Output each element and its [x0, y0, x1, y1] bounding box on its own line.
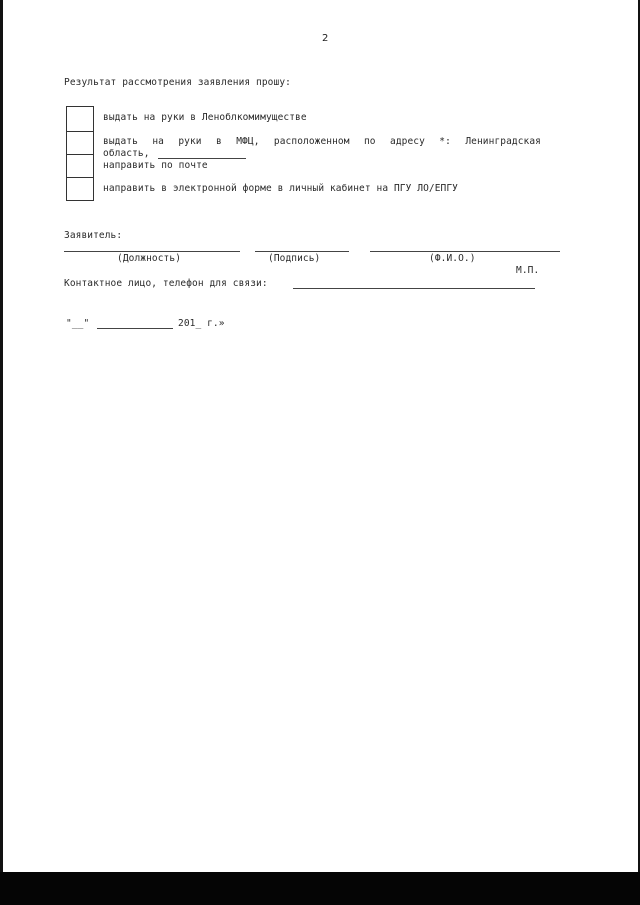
checkbox-option-2[interactable]: [66, 131, 94, 155]
date-day: "__": [66, 318, 90, 329]
option-1-text: выдать на руки в Леноблкомимуществе: [103, 112, 307, 123]
scan-edge-left: [0, 0, 3, 872]
caption-position: (Должность): [117, 253, 182, 264]
fio-line[interactable]: [370, 251, 560, 252]
date-year: 201_ г.»: [178, 318, 225, 329]
contact-label: Контактное лицо, телефон для связи:: [64, 278, 268, 289]
position-line[interactable]: [64, 251, 240, 252]
address-blank-line[interactable]: [158, 158, 246, 159]
page-number: 2: [322, 33, 329, 44]
option-3-text: направить по почте: [103, 160, 208, 171]
option-4-text: направить в электронной форме в личный кабинет на ПГУ ЛО/ЕПГУ: [103, 183, 458, 194]
applicant-label: Заявитель:: [64, 230, 123, 241]
contact-line[interactable]: [293, 288, 535, 289]
checkbox-option-1[interactable]: [66, 106, 94, 132]
caption-signature: (Подпись): [268, 253, 321, 264]
signature-line[interactable]: [255, 251, 349, 252]
seal-mark: М.П.: [516, 265, 540, 276]
checkbox-option-3[interactable]: [66, 154, 94, 178]
checkbox-option-4[interactable]: [66, 177, 94, 201]
option-2-line2: область,: [103, 148, 150, 159]
intro-text: Результат рассмотрения заявления прошу:: [64, 77, 291, 88]
caption-fio: (Ф.И.О.): [429, 253, 476, 264]
option-2-line1: выдать на руки в МФЦ, расположенном по адресу *: Ленинградская: [103, 136, 541, 147]
scan-footer-band: [0, 872, 640, 905]
date-month-line[interactable]: [97, 328, 173, 329]
